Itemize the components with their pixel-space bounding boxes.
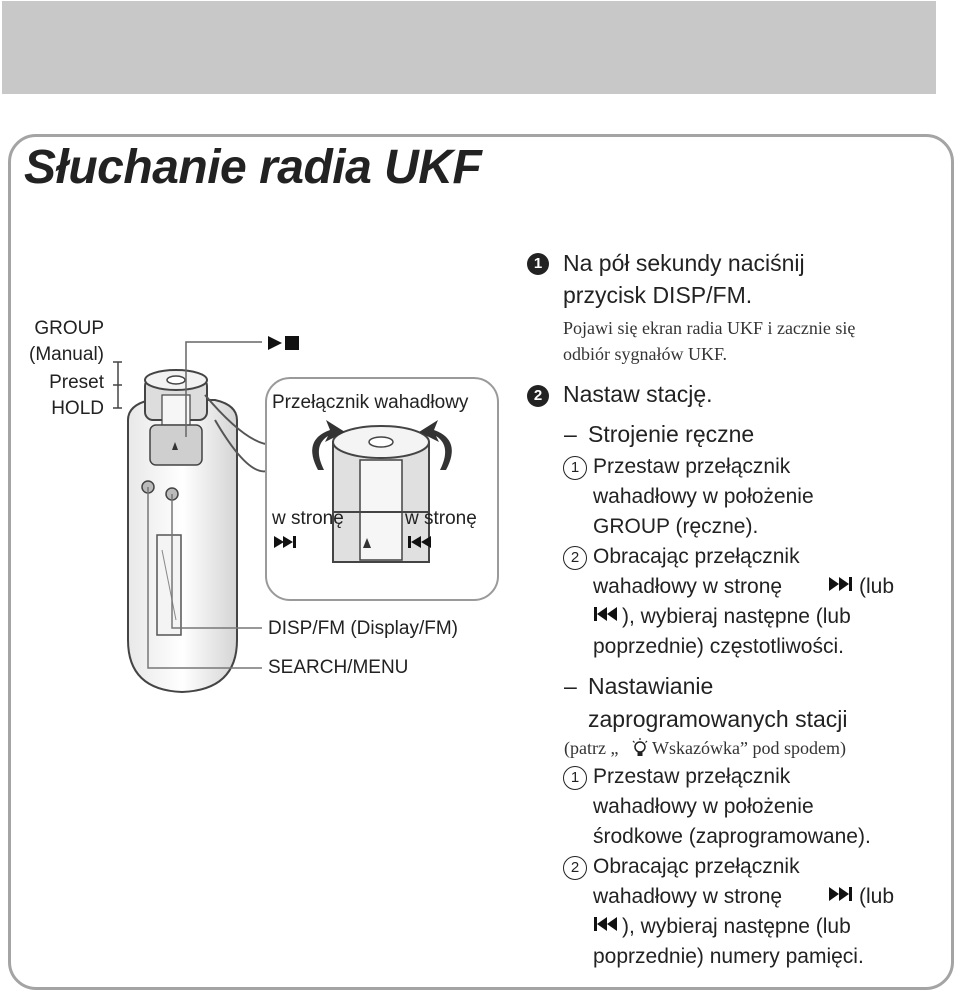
preset-note-pre: (patrz „ bbox=[564, 738, 619, 758]
manual-sub2-line2: wahadłowy w stronę bbox=[593, 575, 783, 598]
preset-sub2-line3: ), wybieraj następne (lub bbox=[622, 915, 851, 938]
preset-sub1-line3: środkowe (zaprogramowane). bbox=[593, 825, 871, 848]
manual-tuning-heading: Strojenie ręczne bbox=[588, 421, 755, 447]
preset-heading-line2: zaprogramowanych stacji bbox=[588, 706, 848, 732]
label-disp-fm: DISP/FM (Display/FM) bbox=[268, 618, 458, 639]
label-dir-next: w stronę bbox=[272, 508, 344, 529]
label-group: GROUP bbox=[34, 318, 104, 339]
step-1-title-line1: Na pół sekundy naciśnij bbox=[563, 250, 805, 276]
preset-sub2-line4: poprzednie) numery pamięci. bbox=[593, 945, 864, 968]
manual-sub1-line1: Przestaw przełącznik bbox=[593, 455, 791, 478]
manual-sub1-line2: wahadłowy w położenie bbox=[593, 485, 814, 508]
manual-dash: – bbox=[564, 421, 577, 447]
manual-sub1-line3: GROUP (ręczne). bbox=[593, 515, 759, 538]
manual-sub2-line1: Obracając przełącznik bbox=[593, 545, 800, 568]
preset-sub2-line2: wahadłowy w stronę bbox=[593, 885, 783, 908]
preset-sub1-line1: Przestaw przełącznik bbox=[593, 765, 791, 788]
page-title: Słuchanie radia UKF bbox=[24, 141, 482, 194]
label-dir-prev: w stronę bbox=[405, 508, 477, 529]
manual-sub2-number: 2 bbox=[563, 546, 587, 570]
preset-sub2-number: 2 bbox=[563, 856, 587, 880]
preset-sub1-line2: wahadłowy w położenie bbox=[593, 795, 814, 818]
label-search-menu: SEARCH/MENU bbox=[268, 657, 409, 678]
step-2-number: 2 bbox=[527, 385, 549, 407]
preset-note-post: Wskazówka” pod spodem) bbox=[652, 738, 846, 758]
label-hold: HOLD bbox=[51, 398, 104, 419]
step-2-title: Nastaw stację. bbox=[563, 381, 713, 407]
preset-heading-line1: Nastawianie bbox=[588, 673, 714, 699]
step-1-number: 1 bbox=[527, 253, 549, 275]
step-1-desc-line2: odbiór sygnałów UKF. bbox=[563, 344, 728, 364]
label-preset: Preset bbox=[49, 372, 104, 393]
preset-sub2-line2-tail: (lub bbox=[859, 885, 895, 908]
preset-sub2-line1: Obracając przełącznik bbox=[593, 855, 800, 878]
step-1-title-line2: przycisk DISP/FM. bbox=[563, 282, 753, 308]
label-manual: (Manual) bbox=[29, 344, 104, 365]
preset-dash: – bbox=[564, 673, 577, 699]
manual-sub2-line3: ), wybieraj następne (lub bbox=[622, 605, 851, 628]
manual-sub2-line2-tail: (lub bbox=[859, 575, 895, 598]
label-switch: Przełącznik wahadłowy bbox=[272, 392, 469, 413]
manual-sub2-line4: poprzednie) częstotliwości. bbox=[593, 635, 844, 658]
step-1-desc-line1: Pojawi się ekran radia UKF i zacznie się bbox=[563, 318, 856, 338]
manual-sub1-number: 1 bbox=[563, 456, 587, 480]
preset-sub1-number: 1 bbox=[563, 766, 587, 790]
